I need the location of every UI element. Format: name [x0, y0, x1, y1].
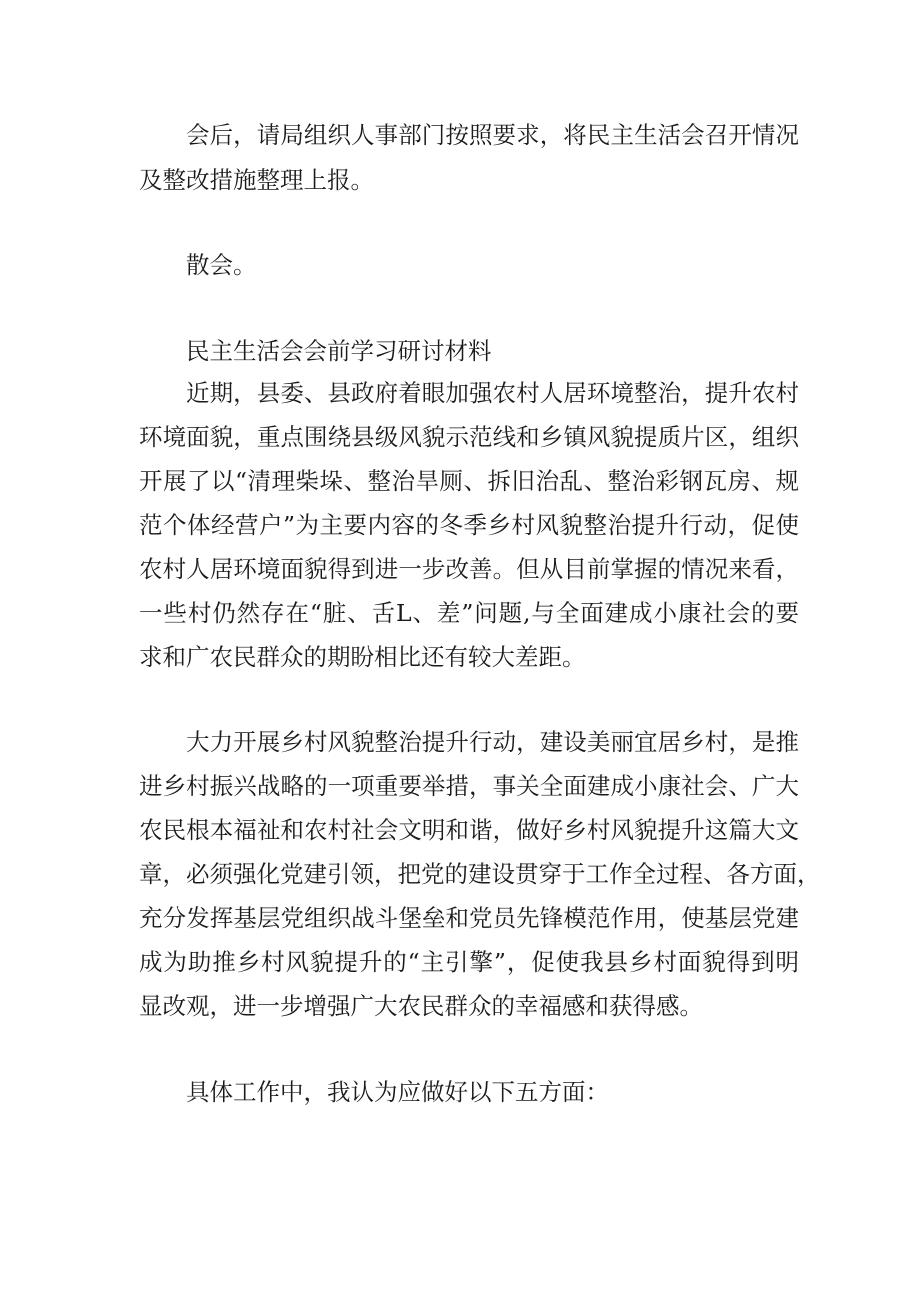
text-line: 求和广农民群众的期盼相比还有较大差距。 [139, 643, 586, 671]
text-line: 具体工作中，我认为应做好以下五方面： [186, 1078, 609, 1106]
text-line: 大力开展乡村风貌整治提升行动，建设美丽宜居乡村，是推 [186, 728, 799, 756]
text-line: 成为助推乡村风貌提升的“主引擎”，促使我县乡村面貌得到明 [139, 948, 799, 976]
text-line: 一些村仍然存在“脏、舌L、差”问题,与全面建成小康社会的要 [139, 599, 799, 627]
text-line: 会后，请局组织人事部门按照要求，将民主生活会召开情况 [186, 121, 799, 149]
section-title: 民主生活会会前学习研讨材料 [186, 337, 492, 365]
text-line: 显改观，进一步增强广大农民群众的幸福感和获得感。 [139, 992, 703, 1020]
text-line: 范个体经营户”为主要内容的冬季乡村风貌整治提升行动，促使 [139, 511, 799, 539]
text-line: 环境面貌，重点围绕县级风貌示范线和乡镇风貌提质片区，组织 [139, 423, 799, 451]
text-line: 开展了以“清理柴垛、整治旱厕、拆旧治乱、整治彩钢瓦房、规 [139, 467, 799, 495]
text-line: 及整改措施整理上报。 [139, 166, 374, 194]
text-line: 章，必须强化党建引领，把党的建设贯穿于工作全过程、各方面， [139, 860, 821, 888]
text-line: 充分发挥基层党组织战斗堡垒和党员先锋模范作用，使基层党建 [139, 904, 799, 932]
text-line: 农村人居环境面貌得到进一步改善。但从目前掌握的情况来看， [139, 555, 799, 583]
text-line: 散会。 [186, 251, 257, 279]
text-line: 进乡村振兴战略的一项重要举措，事关全面建成小康社会、广大 [139, 772, 799, 800]
text-line: 农民根本福祉和农村社会文明和谐，做好乡村风貌提升这篇大文 [139, 816, 799, 844]
text-line: 近期，县委、县政府着眼加强农村人居环境整治，提升农村 [186, 379, 799, 407]
